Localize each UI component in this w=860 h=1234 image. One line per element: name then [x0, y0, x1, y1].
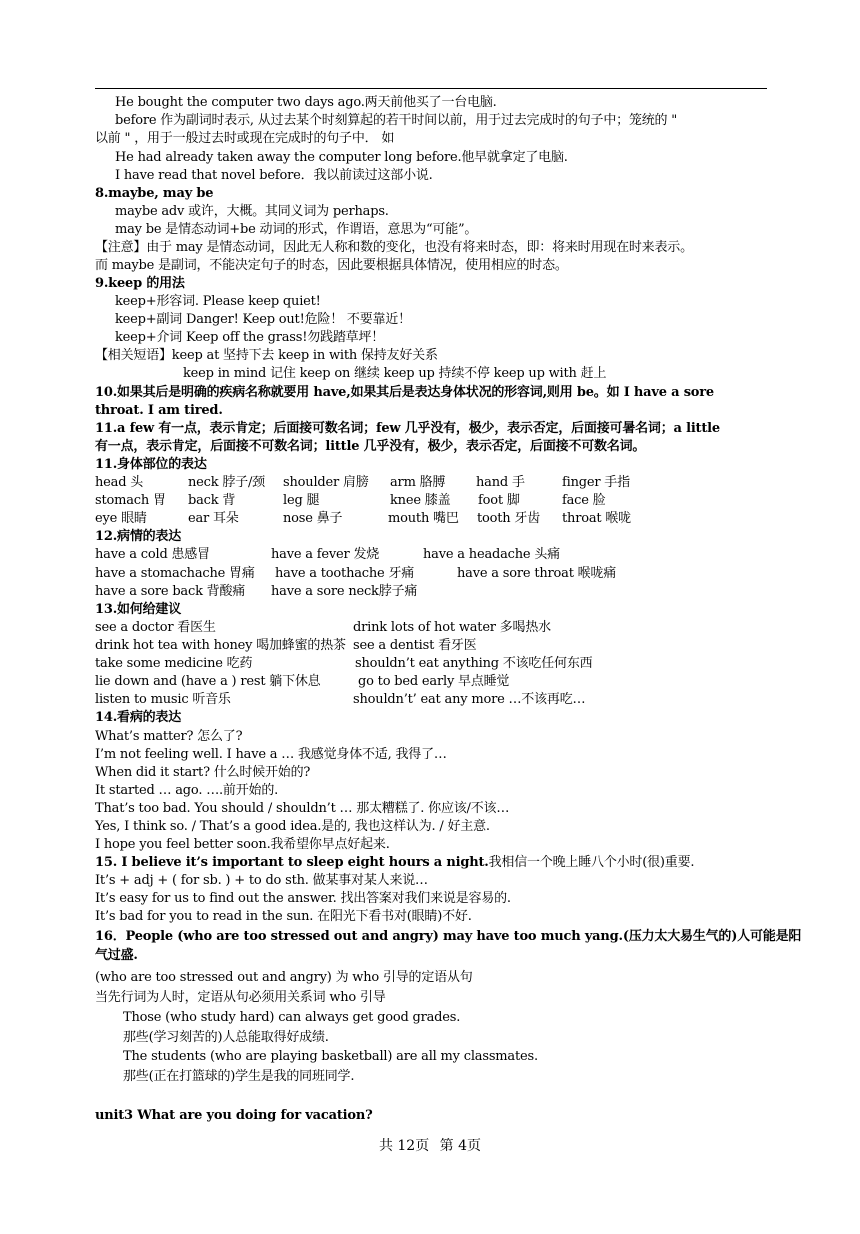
illness-cell: have a sore back 背酸痛 — [95, 584, 246, 599]
text-line: What’s matter? 怎么了? — [95, 729, 243, 744]
text-line: He bought the computer two days ago.两天前他买了一台电脑. — [115, 95, 497, 110]
text-line: When did it start? 什么时候开始的? — [95, 765, 311, 780]
illness-cell: have a headache 头痛 — [423, 547, 560, 562]
section-heading: 16．People (who are too stressed out and angry) may have too much yang.(压力太大易生气的)人可能是阳 — [95, 929, 802, 944]
advice-cell: listen to music 听音乐 — [95, 692, 231, 707]
text-line: 那些(学习刻苦的)人总能取得好成绩. — [123, 1030, 329, 1045]
section-heading: 10.如果其后是明确的疾病名称就要用 have,如果其后是表达身体状况的形容词,则用 be。如 I have a sore — [95, 385, 714, 400]
body-part-cell: tooth 牙齿 — [477, 511, 541, 526]
text-line: before 作为副词时表示, 从过去某个时刻算起的若干时间以前，用于过去完成时的句子中；笼统的 " — [115, 113, 678, 128]
advice-cell: take some medicine 吃药 — [95, 656, 253, 671]
text-line: keep+副词 Danger! Keep out!危险！ 不要靠近！ — [115, 312, 411, 327]
body-part-cell: stomach 胃 — [95, 493, 166, 508]
text-line: I have read that novel before．我以前读过这部小说. — [115, 168, 433, 183]
text-line — [95, 855, 694, 871]
text-line: It’s + adj + ( for sb. ) + to do sth. 做某事对某人来说… — [95, 873, 428, 888]
text-line: I’m not feeling well. I have a … 我感觉身体不适, 我得了… — [95, 747, 447, 762]
section-heading: 12.病情的表达 — [95, 529, 182, 544]
text-line: 而 maybe 是副词，不能决定句子的时态，因此要根据具体情况，使用相应的时态。 — [95, 258, 568, 273]
body-part-cell: face 脸 — [562, 493, 606, 508]
text-line: 当先行词为人时，定语从句必须用关系词 who 引导 — [95, 990, 386, 1005]
text-line: It’s easy for us to find out the answer. 找出答案对我们来说是容易的. — [95, 891, 511, 906]
body-part-cell: foot 脚 — [478, 493, 520, 508]
text-line: throat. I am tired. — [95, 403, 223, 418]
advice-cell: shouldn’t’ eat any more …不该再吃… — [353, 692, 586, 707]
body-part-cell: knee 膝盖 — [390, 493, 451, 508]
section-heading: 14.看病的表达 — [95, 710, 182, 725]
body-part-cell: head 头 — [95, 475, 144, 490]
body-part-cell: throat 喉咙 — [562, 511, 631, 526]
page-footer — [0, 1135, 860, 1155]
section-heading: 8.maybe, may be — [95, 186, 214, 201]
advice-cell: go to bed early 早点睡觉 — [358, 674, 510, 689]
text-line: 【注意】由于 may 是情态动词，因此无人称和数的变化，也没有将来时态，即：将来时用现在时来表示。 — [95, 240, 693, 255]
section-heading: 11.身体部位的表达 — [95, 457, 207, 472]
illness-cell: have a cold 患感冒 — [95, 547, 210, 562]
body-part-cell: shoulder 肩膀 — [283, 475, 369, 490]
section-heading: 11.a few 有一点，表示肯定；后面接可数名词；few 几乎没有，极少，表示否定，后面接可暑名词；a little — [95, 421, 720, 436]
body-part-cell: nose 鼻子 — [283, 511, 343, 526]
translation: 我相信一个晚上睡八个小时(很)重要. — [488, 855, 695, 870]
body-part-cell: hand 手 — [476, 475, 525, 490]
total-pages: 共 12页 — [378, 1138, 430, 1154]
body-part-cell: finger 手指 — [562, 475, 630, 490]
text-line: keep+形容词. Please keep quiet! — [115, 294, 321, 309]
illness-cell: have a sore neck脖子痛 — [271, 584, 418, 599]
text-line: It’s bad for you to read in the sun. 在阳光下看书对(眼睛)不好. — [95, 909, 472, 924]
text-line: 气过盛. — [95, 948, 138, 963]
text-line: keep+介词 Keep off the grass!勿践踏草坪！ — [115, 330, 385, 345]
advice-cell: lie down and (have a ) rest 躺下休息 — [95, 674, 321, 689]
text-line: Yes, I think so. / That’s a good idea.是的, 我也这样认为. / 好主意. — [95, 819, 490, 834]
body-part-cell: arm 胳膊 — [390, 475, 446, 490]
body-part-cell: ear 耳朵 — [188, 511, 239, 526]
text-line: keep in mind 记住 keep on 继续 keep up 持续不停 keep up with 赶上 — [183, 366, 607, 381]
advice-cell: see a doctor 看医生 — [95, 620, 216, 635]
text-line: Those (who study hard) can always get good grades. — [123, 1010, 461, 1025]
text-line: may be 是情态动词+be 动词的形式，作谓语，意思为“可能”。 — [115, 222, 478, 237]
current-page: 第 4页 — [439, 1138, 482, 1154]
body-part-cell: eye 眼睛 — [95, 511, 147, 526]
text-line: That’s too bad. You should / shouldn’t … 那太糟糕了. 你应该/不该… — [95, 801, 510, 816]
text-line: The students (who are playing basketball) are all my classmates. — [123, 1049, 538, 1064]
text-line: 以前 " ，用于一般过去时或现在完成时的句子中． 如 — [95, 131, 395, 146]
body-part-cell: back 背 — [188, 493, 236, 508]
text-line: It started … ago. ….前开始的. — [95, 783, 279, 798]
section-heading: 13.如何给建议 — [95, 602, 182, 617]
advice-cell: shouldn’t eat anything 不该吃任何东西 — [355, 656, 593, 671]
advice-cell: see a dentist 看牙医 — [353, 638, 477, 653]
body-part-cell: mouth 嘴巴 — [388, 511, 459, 526]
illness-cell: have a fever 发烧 — [271, 547, 380, 562]
text-line: He had already taken away the computer long before.他早就拿定了电脑. — [115, 150, 568, 165]
text-line: 有一点，表示肯定，后面接不可数名词；little 几乎没有，极少，表示否定，后面接不可数名词。 — [95, 439, 646, 454]
text-line: maybe adv 或许，大概。其同义词为 perhaps. — [115, 204, 389, 219]
body-part-cell: neck 脖子/颈 — [188, 475, 265, 490]
advice-cell: drink hot tea with honey 喝加蜂蜜的热茶 — [95, 638, 346, 653]
text-line: I hope you feel better soon.我希望你早点好起来. — [95, 837, 390, 852]
illness-cell: have a stomachache 胃痛 — [95, 566, 255, 581]
text-line: 那些(正在打篮球的)学生是我的同班同学. — [123, 1069, 355, 1084]
body-part-cell: leg 腿 — [283, 493, 320, 508]
text-line: (who are too stressed out and angry) 为 who 引导的定语从句 — [95, 970, 473, 985]
header-rule — [95, 88, 767, 89]
illness-cell: have a sore throat 喉咙痛 — [457, 566, 617, 581]
section-heading: 9.keep 的用法 — [95, 276, 185, 291]
section-heading: 15. I believe it’s important to sleep eight hours a night. — [95, 855, 489, 870]
unit-heading: unit3 What are you doing for vacation? — [95, 1108, 373, 1123]
text-line: 【相关短语】keep at 坚持下去 keep in with 保持友好关系 — [95, 348, 438, 363]
illness-cell: have a toothache 牙痛 — [275, 566, 415, 581]
advice-cell: drink lots of hot water 多喝热水 — [353, 620, 551, 635]
